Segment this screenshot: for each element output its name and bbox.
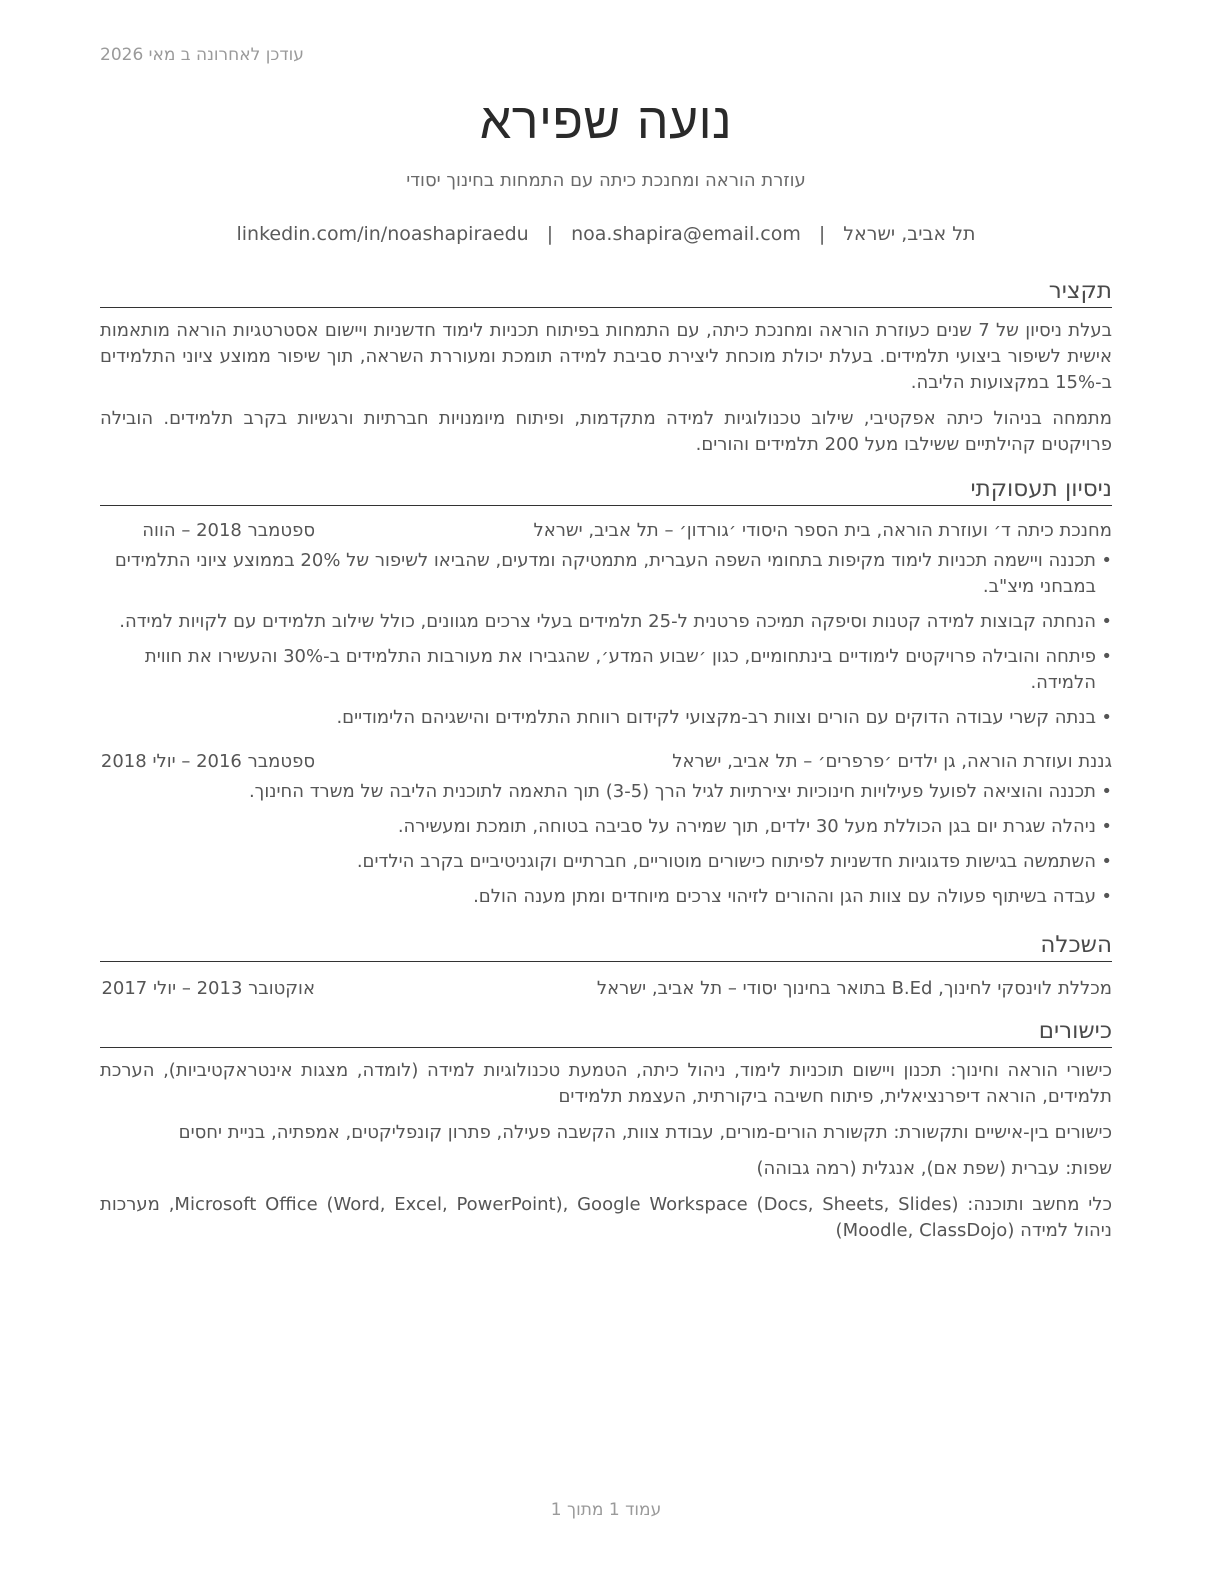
- contact-separator: |: [818, 223, 826, 245]
- contact-line: [100, 223, 1112, 245]
- summary-paragraph: מתמחה בניהול כיתה אפקטיבי, שילוב טכנולוגיות למידה מתקדמות, ופיתוח מיומנויות חברתיות ורגשיות בקרב תלמידים. הובילה פרויקטים קהילתיים ששילבו מעל 200 תלמידים והורים.: [100, 408, 1112, 455]
- summary-paragraph: בעלת ניסיון של 7 שנים כעוזרת הוראה ומחנכת כיתה, עם התמחות בפיתוח תכניות לימוד חדשניות ויישום אסטרטגיות הוראה מותאמות אישית לשיפור ביצועי תלמידים. בעלת יכולת מוכחת ליצירת סביבת למידה תומכת ומעוררת השראה, תוך שיפור ממוצע ציוני התלמידים ב-15% במקצועות הליבה.: [100, 320, 1112, 393]
- last-updated: עודכן לאחרונה ב מאי 2026: [100, 45, 304, 65]
- candidate-name: נועה שפירא: [479, 92, 733, 150]
- resume-page: [100, 0, 1112, 1584]
- job-dates: ספטמבר 2018 – הווה: [142, 520, 315, 541]
- skill-line: כישורי הוראה וחינוך: תכנון ויישום תוכניות לימוד, ניהול כיתה, הטמעת טכנולוגיות למידה (לומדה, מצגות אינטראקטיביות), הערכת תלמידים, הוראה דיפרנציאלית, פיתוח חשיבה ביקורתית, העצמת תלמידים: [100, 1060, 1112, 1107]
- job-entry: [100, 749, 1112, 910]
- education-entry: [100, 976, 1112, 1002]
- job-role: מחנכת כיתה ד׳ ועוזרת הוראה, בית הספר היסודי ׳גורדון׳ – תל אביב, ישראל: [533, 520, 1112, 541]
- job-role: גננת ועוזרת הוראה, גן ילדים ׳פרפרים׳ – תל אביב, ישראל: [672, 751, 1112, 772]
- job-entry: [100, 518, 1112, 731]
- job-bullet: • תכננה והוציאה לפועל פעילויות חינוכיות יצירתיות לגיל הרך (3-5) תוך התאמה לתוכנית הליבה של משרד החינוך.: [100, 779, 1112, 805]
- skill-line: כישורים בין-אישיים ותקשורת: תקשורת הורים-מורים, עבודת צוות, הקשבה פעילה, פתרון קונפליקטים, אמפתיה, בניית יחסים: [178, 1122, 1112, 1143]
- contact-location: תל אביב, ישראל: [843, 223, 976, 245]
- job-bullet: • הנחתה קבוצות למידה קטנות וסיפקה תמיכה פרטנית ל-25 תלמידים בעלי צרכים מגוונים, כולל שילוב תלמידים עם לקויות למידה.: [100, 609, 1112, 635]
- page-number: עמוד 1 מתוך 1: [550, 1500, 662, 1520]
- job-bullet: • ניהלה שגרת יום בגן הכוללת מעל 30 ילדים, תוך שמירה על סביבה בטוחה, תומכת ומעשירה.: [100, 814, 1112, 840]
- education-dates: אוקטובר 2013 – יולי 2017: [101, 978, 315, 999]
- skills-section: [100, 1016, 1112, 1244]
- contact-linkedin[interactable]: linkedin.com/in/noashapiraedu: [236, 223, 529, 245]
- contact-email[interactable]: noa.shapira@email.com: [571, 223, 801, 245]
- section-title-summary: תקציר: [100, 276, 1112, 308]
- summary-section: [100, 276, 1112, 458]
- job-bullet: • בנתה קשרי עבודה הדוקים עם הורים וצוות רב-מקצועי לקידום רווחת התלמידים והישגיהם הלימודיים.: [100, 705, 1112, 731]
- section-title-skills: כישורים: [100, 1016, 1112, 1048]
- contact-separator: |: [546, 223, 554, 245]
- section-title-education: השכלה: [100, 930, 1112, 962]
- education-section: [100, 930, 1112, 1002]
- job-bullet: • עבדה בשיתוף פעולה עם צוות הגן וההורים לזיהוי צרכים מיוחדים ומתן מענה הולם.: [100, 884, 1112, 910]
- candidate-tagline: עוזרת הוראה ומחנכת כיתה עם התמחות בחינוך יסודי: [406, 170, 806, 191]
- experience-section: [100, 474, 1112, 919]
- job-bullets: [100, 548, 1112, 731]
- skill-line: כלי מחשב ותוכנה: Microsoft Office (Word, Excel, PowerPoint), Google Workspace (Docs, Sheets, Slides), מערכות ניהול למידה (Moodle, ClassDojo): [100, 1194, 1112, 1241]
- job-bullet: • השתמשה בגישות פדגוגיות חדשניות לפיתוח כישורים מוטוריים, חברתיים וקוגניטיביים בקרב הילדים.: [100, 849, 1112, 875]
- job-bullet: • פיתחה והובילה פרויקטים לימודיים בינתחומיים, כגון ׳שבוע המדע׳, שהגבירו את מעורבות התלמידים ב-30% והעשירו את חווית הלמידה.: [100, 644, 1112, 696]
- job-bullet: • תכננה ויישמה תכניות לימוד מקיפות בתחומי השפה העברית, מתמטיקה ומדעים, שהביאו לשיפור של 20% בממוצע ציוני התלמידים במבחני מיצ"ב.: [100, 548, 1112, 600]
- job-dates: ספטמבר 2016 – יולי 2018: [100, 751, 315, 772]
- section-title-experience: ניסיון תעסוקתי: [100, 474, 1112, 506]
- job-header: [100, 749, 1112, 775]
- job-bullets: [100, 779, 1112, 910]
- skill-line: שפות: עברית (שפת אם), אנגלית (רמה גבוהה): [756, 1158, 1112, 1179]
- job-header: [100, 518, 1112, 544]
- education-degree: מכללת לוינסקי לחינוך, B.Ed בתואר בחינוך יסודי – תל אביב, ישראל: [596, 978, 1112, 999]
